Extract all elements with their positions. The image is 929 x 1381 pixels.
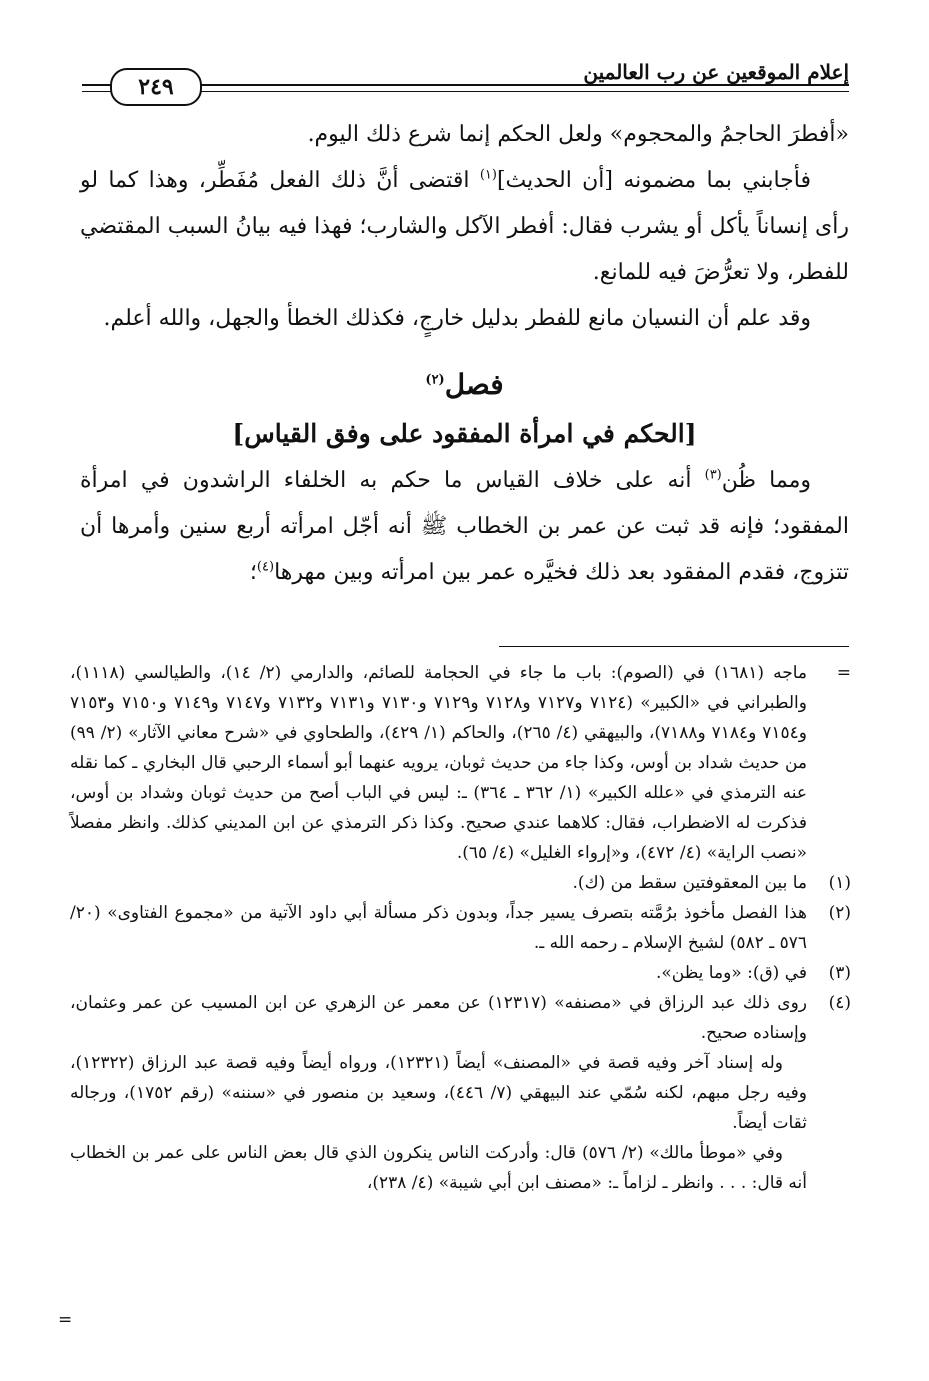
footnote-number: (٤): [828, 993, 851, 1013]
footnote-ref-4: (٤): [256, 559, 275, 575]
paragraph-1: «أفطرَ الحاجمُ والمحجوم» ولعل الحكم إنما شرع ذلك اليوم.: [307, 122, 849, 147]
footnote-3: [70, 958, 851, 988]
running-header: [82, 52, 849, 102]
footnote-number: (١): [828, 873, 851, 893]
paragraph-2-text-b: اقتضى أنَّ ذلك الفعل مُفَطِّر، وهذا كما لو رأى إنساناً يأكل أو يشرب فقال: أفطر الآكل والشارب؛ فهذا فيه بيانُ السبب المقتضي للفطر، ولا تعرُّضَ فيه للمانع.: [80, 168, 849, 285]
footnote-1: [70, 868, 851, 898]
footnote-2: [70, 898, 851, 958]
paragraph-4-text-a: ومما ظُن: [721, 468, 811, 493]
continuation-text: ماجه (١٦٨١) في (الصوم): باب ما جاء في الحجامة للصائم، والدارمي (٢/ ١٤)، والطيالسي (١١١٨)، والطبراني في «الكبير» (٧١٢٤ و٧١٢٧ و٧١٢٨ و٧١٢٩ و٧١٣٠ و٧١٣١ و٧١٣٢ و٧١٤٧ و٧١٤٩ و٧١٥٠ و٧١٥٣ و٧١٥٤ و٧١٨٤ و٧١٨٨)، والبيهقي (٤/ ٢٦٥)، والحاكم (١/ ٤٢٩)، والطحاوي في «شرح معاني الآثار» (٢/ ٩٩) من حديث شداد بن أوس، وكذا جاء من حديث ثوبان، يرويه عنهما أبو أسماء الرحبي قال البخاري ـ كما نقله عنه الترمذي في «علله الكبير» (١/ ٣٦٢ ـ ٣٦٤) ـ: ليس في الباب أصح من حديث ثوبان وشداد بن أوس، فذكرت له الاضطراب، فقال: كلاهما عندي صحيح. وكذا ذكر الترمذي عن ابن المديني كذلك. وانظر مفصلاً «نصب الراية» (٤/ ٤٧٢)، و«إرواء الغليل» (٤/ ٦٥).: [70, 663, 807, 863]
book-title: إعلام الموقعين عن رب العالمين: [583, 60, 849, 84]
paragraph-2-text-a: فأجابني بما مضمونه [أن الحديث]: [496, 168, 811, 193]
footnote-4-para-1: روى ذلك عبد الرزاق في «مصنفه» (١٢٣١٧) عن معمر عن الزهري عن ابن المسيب عن عمر وعثمان، وإسناده صحيح.: [70, 993, 807, 1043]
paragraph-3: وقد علم أن النسيان مانع للفطر بدليل خارجٍ، فكذلك الخطأ والجهل، والله أعلم.: [103, 306, 811, 331]
footnote-continuation: [70, 658, 851, 868]
paragraph-2: [80, 158, 849, 296]
footnotes: [70, 658, 851, 1198]
footnote-text: [70, 988, 807, 1198]
footnote-ref-2: (٢): [425, 372, 445, 388]
end-continuation-mark: =: [58, 1310, 73, 1330]
paragraph-4-text-b: أنه على خلاف القياس ما حكم به الخلفاء الراشدون في امرأة المفقود؛ فإنه قد ثبت عن عمر بن الخطاب ﷺ أنه أجّل امرأته أربع سنين وأمرها أن تتزوج، فقدم المفقود بعد ذلك فخيَّره عمر بين امرأته وبين مهرها: [80, 468, 849, 585]
footnote-text: هذا الفصل مأخوذ برُمَّته بتصرف يسير جداً، وبدون ذكر مسألة أبي داود الآتية من «مجموع الفتاوى» (٢٠/ ٥٧٦ ـ ٥٨٢) لشيخ الإسلام ـ رحمه الله ـ.: [70, 903, 807, 953]
footnote-4: [70, 988, 851, 1198]
footnote-ref-1: (١): [479, 167, 497, 183]
footnote-text: ما بين المعقوفتين سقط من (ك).: [572, 873, 807, 893]
section-heading: [80, 360, 849, 410]
footnote-4-para-3: وفي «موطأ مالك» (٢/ ٥٧٦) قال: وأدركت الناس ينكرون الذي قال بعض الناس على عمر بن الخطاب أنه قال: . . . وانظر ـ لزاماً ـ: «مصنف ابن أبي شيبة» (٤/ ٢٣٨)،: [70, 1143, 807, 1193]
paragraph-4-text-c: ؛: [249, 560, 257, 585]
page-number: ٢٤٩: [110, 68, 202, 106]
main-text: [80, 112, 849, 596]
section-subtitle: [الحكم في امرأة المفقود على وفق القياس]: [232, 419, 697, 448]
continuation-mark: =: [836, 663, 851, 683]
paragraph-4: [80, 458, 849, 596]
footnote-ref-3: (٣): [704, 467, 722, 483]
footnote-text: في (ق): «وما يظن».: [655, 963, 807, 983]
footnote-separator: [499, 646, 849, 647]
section-heading-text: فصل: [444, 368, 504, 401]
footnote-number: (٢): [828, 903, 851, 923]
footnote-number: (٣): [828, 963, 851, 983]
footnote-4-para-2: وله إسناد آخر وفيه قصة في «المصنف» أيضاً (١٢٣٢١)، ورواه أيضاً وفيه قصة عبد الرزاق (١٢٣٢٢)، وفيه رجل مبهم، لكنه سُمّي عند البيهقي (٧/ ٤٤٦)، وسعيد بن منصور في «سننه» (رقم ١٧٥٢)، ورجاله ثقات أيضاً.: [70, 1053, 807, 1133]
